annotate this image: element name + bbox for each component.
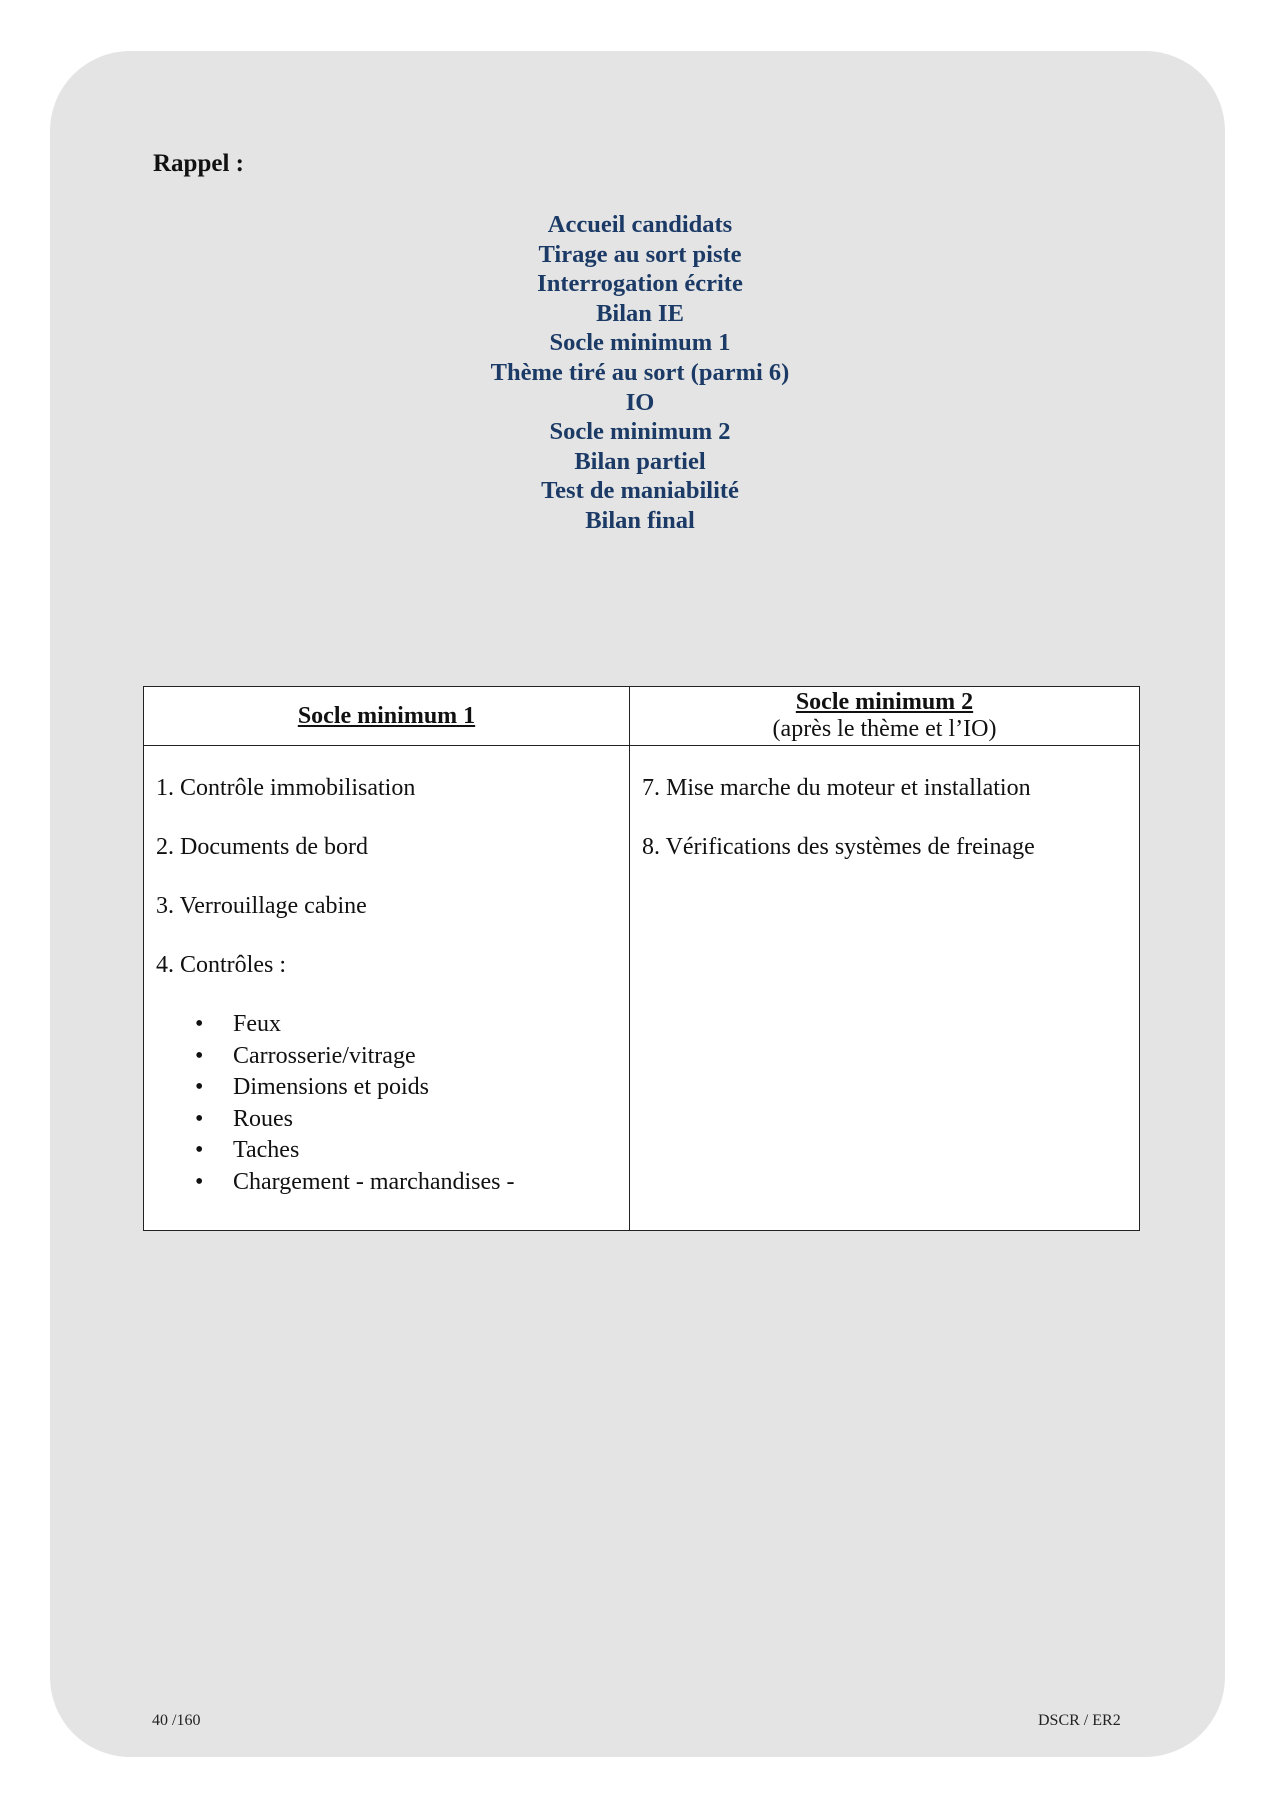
socle-2-title: Socle minimum 2: [795, 689, 974, 715]
socle-1-item: 4. Contrôles :: [156, 952, 286, 978]
bullet-text: Feux: [233, 1011, 281, 1037]
step-item: Bilan partiel: [574, 447, 706, 475]
step-item: Bilan IE: [596, 299, 684, 327]
socle-1-header: [144, 687, 630, 746]
rappel-heading: Rappel :: [153, 150, 244, 177]
bullet-item: [156, 1041, 629, 1073]
page-number: 40 /160: [152, 1712, 201, 1729]
step-item: Socle minimum 2: [549, 418, 731, 446]
bullet-text: Roues: [233, 1105, 293, 1132]
bullet-icon: •: [195, 1105, 204, 1132]
bullet-text: Taches: [233, 1137, 300, 1164]
socle-2-subtitle: (après le thème et l’IO): [772, 716, 997, 742]
bullet-icon: •: [195, 1011, 204, 1037]
bullet-icon: •: [195, 1168, 204, 1195]
socle-table: [143, 686, 1140, 1231]
steps-list: [0, 210, 1272, 536]
bullet-text: Chargement - marchandises -: [233, 1168, 515, 1195]
socle-1-item: 3. Verrouillage cabine: [156, 893, 367, 919]
bullet-item: [156, 1104, 629, 1136]
socle-1-cell: [144, 746, 630, 1231]
step-item: Tirage au sort piste: [538, 240, 742, 268]
step-item: Interrogation écrite: [537, 270, 743, 298]
step-item: Bilan final: [585, 506, 695, 534]
socle-2-header: [630, 687, 1140, 746]
document-reference: DSCR / ER2: [1038, 1712, 1121, 1729]
bullet-text: Carrosserie/vitrage: [233, 1042, 416, 1069]
step-item: Socle minimum 1: [549, 329, 731, 357]
socle-1-item: 2. Documents de bord: [156, 834, 368, 860]
socle-2-item: 7. Mise marche du moteur et installation: [642, 775, 1031, 801]
bullet-text: Dimensions et poids: [233, 1074, 429, 1101]
step-item: Accueil candidats: [547, 211, 733, 238]
step-item: Test de maniabilité: [541, 477, 739, 505]
bullet-icon: •: [195, 1137, 204, 1164]
controles-bullet-list: [156, 1009, 629, 1199]
bullet-icon: •: [195, 1042, 204, 1069]
bullet-item: [156, 1167, 629, 1199]
socle-1-item: 1. Contrôle immobilisation: [156, 775, 416, 801]
bullet-item: [156, 1009, 629, 1041]
bullet-item: [156, 1135, 629, 1167]
bullet-icon: •: [195, 1074, 204, 1101]
socle-1-title: Socle minimum 1: [297, 702, 476, 729]
socle-2-item: 8. Vérifications des systèmes de freinage: [642, 834, 1035, 860]
step-item: Thème tiré au sort (parmi 6): [490, 358, 790, 386]
bullet-item: [156, 1072, 629, 1104]
socle-2-cell: [630, 746, 1140, 1231]
step-item: IO: [625, 388, 655, 416]
